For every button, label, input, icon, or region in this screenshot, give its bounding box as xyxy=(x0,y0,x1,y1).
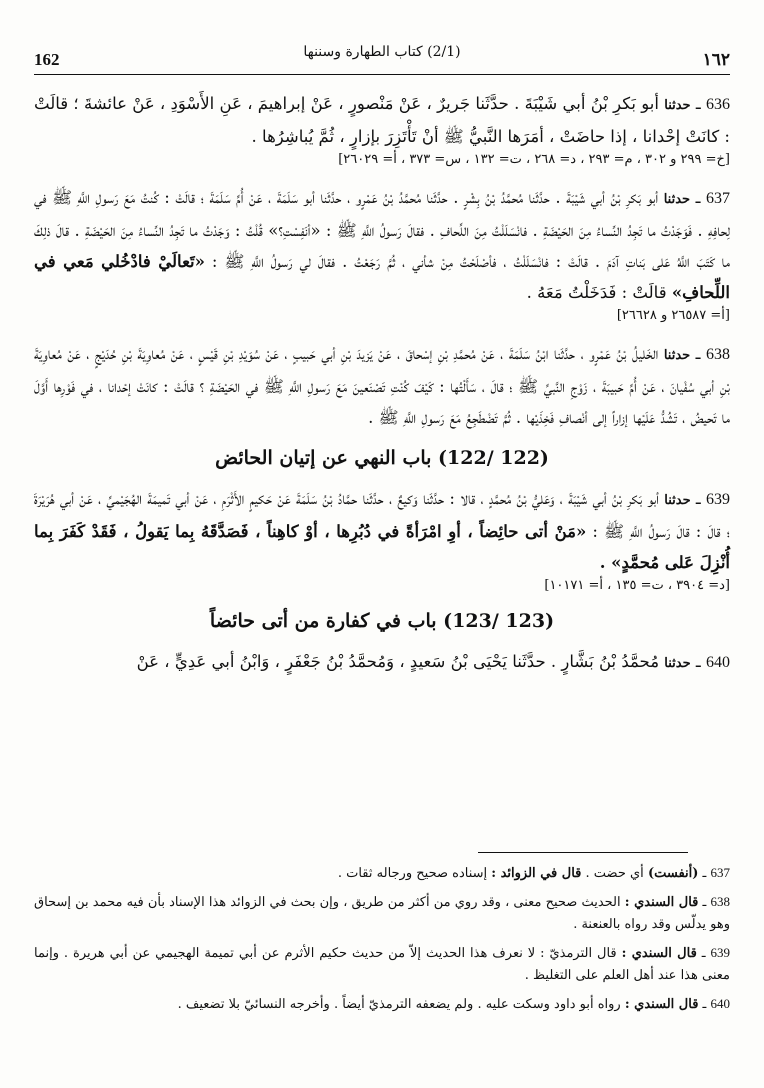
hadith-reference: [د= ٣٩٠٤ ، ت= ١٣٥ ، أ= ١٠١٧١] xyxy=(544,578,730,593)
page-number-arabic: ١٦٢ xyxy=(702,50,730,70)
hadith-number: 639 xyxy=(706,491,731,508)
running-title: (2/1) كتاب الطهارة وسننها xyxy=(303,44,461,60)
hadith-text: أبو بَكرِ بْنُ أبي شَيْبَةَ . حدَّثَنا مُحمَّدُ بْنُ بِشْرٍ . حدَّثَنا مُحمَّدُ بْنُ عَمْرٍو ، حدَّثَنا أبو سَلَمَةَ ، عَنْ أُمِّ سَلَمَةَ ؛ قالَتْ : كُنتُ مَعَ رَسولِ اللَّهِ ﷺ في لِحافِهِ . فَوَجَدْتُ ما تَجِدُ النِّساءُ مِنَ الحَيْضَةِ . فانْسَلَلْتُ مِنَ اللِّحافِ . فقالَ رَسولُ اللَّهِ ﷺ : «أنَفِسْتِ؟» قُلْتُ : وَجَدْتُ ما تَجِدُ النِّساءُ مِنَ الحَيْضَةِ . قالَ ذلِكَ ما كَتَبَ اللَّهُ عَلى بَناتِ آدَمَ . قالَتْ : فانْسَلَلْتُ ، فأصْلَحْتُ مِنْ شأني ، ثُمَّ رَجَعْتُ . فقالَ لي رَسولُ اللَّهِ ﷺ : xyxy=(34,188,730,271)
footnote-text-2: إسناده صحيح ورجاله ثقات . xyxy=(337,866,488,881)
hadith-638: 638 ـ حدثنا الخَليلُ بْنُ عَمْرٍو ، حدَّثَنا ابْنُ سَلَمَةَ ، عَنْ مُحمَّدِ بْنِ إسْحاقَ ، عَنْ يَزيدَ بْنِ أبي حَبيبٍ ، عَنْ سُوَيْدِ بْنِ قَيْسٍ ، عَنْ مُعاوِيَةَ بْنِ حُدَيْجٍ ، عَنْ مُعاوِيَةَ بْنِ أبي سُفْيانَ ، عَنْ أُمِّ حَبيبَةَ ، زَوْجِ النَّبيِّ ﷺ ؛ قالَ ، سَأَلْتُها : كَيْفَ كُنْتِ تَصْنَعينَ مَعَ رَسولِ اللَّهِ ﷺ في الحَيْضَةِ ؟ قالَتْ : كانَتْ إحْدانا ، في فَوْرِها أَوَّلَ ما تَحيضُ ، تَشُدُّ عَلَيْها إزاراً إلى أنْصافِ فَخِذَيْها . ثُمَّ تَضْطَجِعُ مَعَ رَسولِ اللَّهِ ﷺ . xyxy=(34,344,731,427)
hadith-reference: [أ= ٢٦٥٨٧ و ٢٦٦٢٨] xyxy=(616,308,730,323)
hadith-number: 637 xyxy=(706,190,731,207)
hadith-prophetic-saying: «مَنْ أتى حائِضاً ، أوِ امْرَأةً في دُبُرِها ، أوْ كاهِناً ، فَصَدَّقَهُ بِما يَقولُ ، فَقَدْ كَفَرَ بِما أُنْزِلَ عَلى مُحمَّدٍ» . xyxy=(34,522,730,572)
hadith-keyword: حدثنا xyxy=(664,493,691,508)
chapter-heading-123: (123 /123) باب في كفارة من أتى حائضاً xyxy=(209,610,555,632)
footnotes xyxy=(34,862,730,1022)
footnote-number: 638 xyxy=(710,894,730,909)
hadith-640: 640 ـ حدثنا مُحمَّدُ بْنُ بَشَّارٍ . حدَّثَنا يَحْيَى بْنُ سَعيدٍ ، وَمُحمَّدُ بْنُ جَعْفَرٍ ، وَابْنُ أبي عَدِيٍّ ، عَنْ xyxy=(136,652,730,671)
hadith-637: 637 ـ حدثنا أبو بَكرِ بْنُ أبي شَيْبَةَ . حدَّثَنا مُحمَّدُ بْنُ بِشْرٍ . حدَّثَنا مُحمَّدُ بْنُ عَمْرٍو ، حدَّثَنا أبو سَلَمَةَ ، عَنْ أُمِّ سَلَمَةَ ؛ قالَتْ : كُنتُ مَعَ رَسولِ اللَّهِ ﷺ في لِحافِهِ . فَوَجَدْتُ ما تَجِدُ النِّساءُ مِنَ الحَيْضَةِ . فانْسَلَلْتُ مِنَ اللِّحافِ . فقالَ رَسولُ اللَّهِ ﷺ : «أنَفِسْتِ؟» قُلْتُ : وَجَدْتُ ما تَجِدُ النِّساءُ مِنَ الحَيْضَةِ . قالَ ذلِكَ ما كَتَبَ اللَّهُ عَلى بَناتِ آدَمَ . قالَتْ : فانْسَلَلْتُ ، فأصْلَحْتُ مِنْ شأني ، ثُمَّ رَجَعْتُ . فقالَ لي رَسولُ اللَّهِ ﷺ : «تَعالَيْ فادْخُلي مَعي في اللِّحافِ» قالَتْ : فَدَخَلْتُ مَعَهُ . [أ= ٢٦٥٨٧ و ٢٦٦٢٨] xyxy=(34,182,730,326)
hadith-text: أبو بَكرِ بْنُ أبي شَيْبَةَ ، وَعَليُّ بْنُ مُحمَّدٍ ، قالا : حدَّثَنا وَكيعٌ ، حدَّثَنا حمَّادُ بْنُ سَلَمَةَ عَنْ حَكيمٍ الأَثْرَمِ ، عَنْ أبي تَميمَةَ الهُجَيْميِّ ، عَنْ أبي هُرَيْرَةَ ؛ قالَ : قالَ رَسولُ اللَّهِ ﷺ : xyxy=(34,489,730,541)
hadith-639: 639 ـ حدثنا أبو بَكرِ بْنُ أبي شَيْبَةَ ، وَعَليُّ بْنُ مُحمَّدٍ ، قالا : حدَّثَنا وَكيعٌ ، حدَّثَنا حمَّادُ بْنُ سَلَمَةَ عَنْ حَكيمٍ الأَثْرَمِ ، عَنْ أبي تَميمَةَ الهُجَيْميِّ ، عَنْ أبي هُرَيْرَةَ ؛ قالَ : قالَ رَسولُ اللَّهِ ﷺ : «مَنْ أتى حائِضاً ، أوِ امْرَأةً في دُبُرِها ، أوْ كاهِناً ، فَصَدَّقَهُ بِما يَقولُ ، فَقَدْ كَفَرَ بِما أُنْزِلَ عَلى مُحمَّدٍ» . [د= ٣٩٠٤ ، ت= ١٣٥ ، أ= ١٠١٧١] xyxy=(34,483,730,596)
chapter-heading-122: (122 /122) باب النهي عن إتيان الحائض xyxy=(215,447,549,469)
footnote-rule xyxy=(478,852,688,853)
footnote-638: 638 ـ قال السندي : الحديث صحيح معنى ، وقد روي من أكثر من طريق ، وإن بحث في الزوائد هذا الإسناد بأن فيه محمد بن إسحاق وهو يدلّس وقد رواه بالعنعنة . xyxy=(34,894,730,932)
hadith-636: 636 ـ حدثنا أبو بَكرِ بْنُ أبي شَيْبَةَ . حدَّثَنا جَريرٌ ، عَنْ مَنْصورٍ ، عَنْ إبراهيمَ ، عَنِ الأَسْوَدِ ، عَنْ عائشةَ ؛ قالَتْ : كانَتْ إحْدانا ، إذا حاضَتْ ، أمَرَها النَّبيُّ ﷺ أنْ تَأْتَزِرَ بإزارٍ ، ثُمَّ يُباشِرُها . [خ= ٢٩٩ و ٣٠٢ ، م= ٢٩٣ ، د= ٢٦٨ ، ت= ١٣٢ ، س= ٣٧٣ ، أ= ٢٦٠٢٩] xyxy=(34,88,730,170)
footnote-text: أي حضت . xyxy=(585,866,644,881)
footnote-number: 637 xyxy=(710,865,730,880)
hadith-text: أبو بَكرِ بْنُ أبي شَيْبَةَ . حدَّثَنا جَريرٌ ، عَنْ مَنْصورٍ ، عَنْ إبراهيمَ ، عَنِ الأَسْوَدِ ، عَنْ عائشةَ ؛ قالَتْ : كانَتْ إحْدانا ، إذا حاضَتْ ، أمَرَها النَّبيُّ ﷺ أنْ تَأْتَزِرَ بإزارٍ ، ثُمَّ يُباشِرُها . xyxy=(34,94,730,146)
main-text xyxy=(34,88,730,691)
hadith-prophetic-saying: «تَعالَيْ فادْخُلي مَعي في اللِّحافِ» xyxy=(34,252,730,302)
footnote-640: 640 ـ قال السندي : رواه أبو داود وسكت عليه . ولم يضعفه الترمذيّ أيضاً . وأخرجه النسائيّ بلا تضعيف . xyxy=(177,996,730,1012)
hadith-keyword: حدثنا xyxy=(663,192,691,207)
hadith-number: 640 xyxy=(706,654,730,671)
footnote-text: رواه أبو داود وسكت عليه . ولم يضعفه الترمذيّ أيضاً . وأخرجه النسائيّ بلا تضعيف . xyxy=(177,997,621,1012)
footnote-637: 637 ـ (أنفست) أي حضت . قال في الزوائد : إسناده صحيح ورجاله ثقات . xyxy=(337,865,730,881)
hadith-keyword: حدثنا xyxy=(664,98,691,113)
hadith-keyword: حدثنا xyxy=(664,656,691,671)
hadith-number: 638 xyxy=(706,346,731,363)
footnote-number: 639 xyxy=(710,945,730,960)
hadith-text: مُحمَّدُ بْنُ بَشَّارٍ . حدَّثَنا يَحْيَى بْنُ سَعيدٍ ، وَمُحمَّدُ بْنُ جَعْفَرٍ ، وَابْنُ أبي عَدِيٍّ ، عَنْ xyxy=(136,652,660,671)
footnote-number: 640 xyxy=(710,996,730,1011)
page-header xyxy=(34,36,730,76)
header-rule xyxy=(34,74,730,75)
hadith-text-after: قالَتْ : فَدَخَلْتُ مَعَهُ . xyxy=(526,283,667,302)
hadith-text: الخَليلُ بْنُ عَمْرٍو ، حدَّثَنا ابْنُ سَلَمَةَ ، عَنْ مُحمَّدِ بْنِ إسْحاقَ ، عَنْ يَزيدَ بْنِ أبي حَبيبٍ ، عَنْ سُوَيْدِ بْنِ قَيْسٍ ، عَنْ مُعاوِيَةَ بْنِ حُدَيْجٍ ، عَنْ مُعاوِيَةَ بْنِ أبي سُفْيانَ ، عَنْ أُمِّ حَبيبَةَ ، زَوْجِ النَّبيِّ ﷺ ؛ قالَ ، سَأَلْتُها : كَيْفَ كُنْتِ تَصْنَعينَ مَعَ رَسولِ اللَّهِ ﷺ في الحَيْضَةِ ؟ قالَتْ : كانَتْ إحْدانا ، في فَوْرِها أَوَّلَ ما تَحيضُ ، تَشُدُّ عَلَيْها إزاراً إلى أنْصافِ فَخِذَيْها . ثُمَّ تَضْطَجِعُ مَعَ رَسولِ اللَّهِ ﷺ . xyxy=(34,344,730,427)
footnote-text: قال الترمذيّ : لا نعرف هذا الحديث إلاّ من حديث حكيم الأثرم عن أبي تميمة الهجيمي عن أبي هريرة . وإنما معنى هذا عند أهل العلم على التغليظ . xyxy=(34,946,730,983)
footnote-label: قال السندي : xyxy=(624,895,699,910)
hadith-keyword: حدثنا xyxy=(663,348,691,363)
footnote-label: قال السندي : xyxy=(621,946,697,961)
footnote-text: الحديث صحيح معنى ، وقد روي من أكثر من طريق ، وإن بحث في الزوائد هذا الإسناد بأن فيه محمد بن إسحاق وهو يدلّس وقد رواه بالعنعنة . xyxy=(34,895,730,932)
page-number-latin: 162 xyxy=(34,50,60,69)
footnote-label: (أنفست) xyxy=(647,866,699,881)
footnote-label: قال السندي : xyxy=(624,997,699,1012)
footnote-label-2: قال في الزوائد : xyxy=(491,866,582,881)
footnote-639: 639 ـ قال السندي : قال الترمذيّ : لا نعرف هذا الحديث إلاّ من حديث حكيم الأثرم عن أبي تميمة الهجيمي عن أبي هريرة . وإنما معنى هذا عند أهل العلم على التغليظ . xyxy=(34,945,730,983)
hadith-reference: [خ= ٢٩٩ و ٣٠٢ ، م= ٢٩٣ ، د= ٢٦٨ ، ت= ١٣٢ ، س= ٣٧٣ ، أ= ٢٦٠٢٩] xyxy=(338,152,730,167)
hadith-number: 636 xyxy=(706,96,730,113)
